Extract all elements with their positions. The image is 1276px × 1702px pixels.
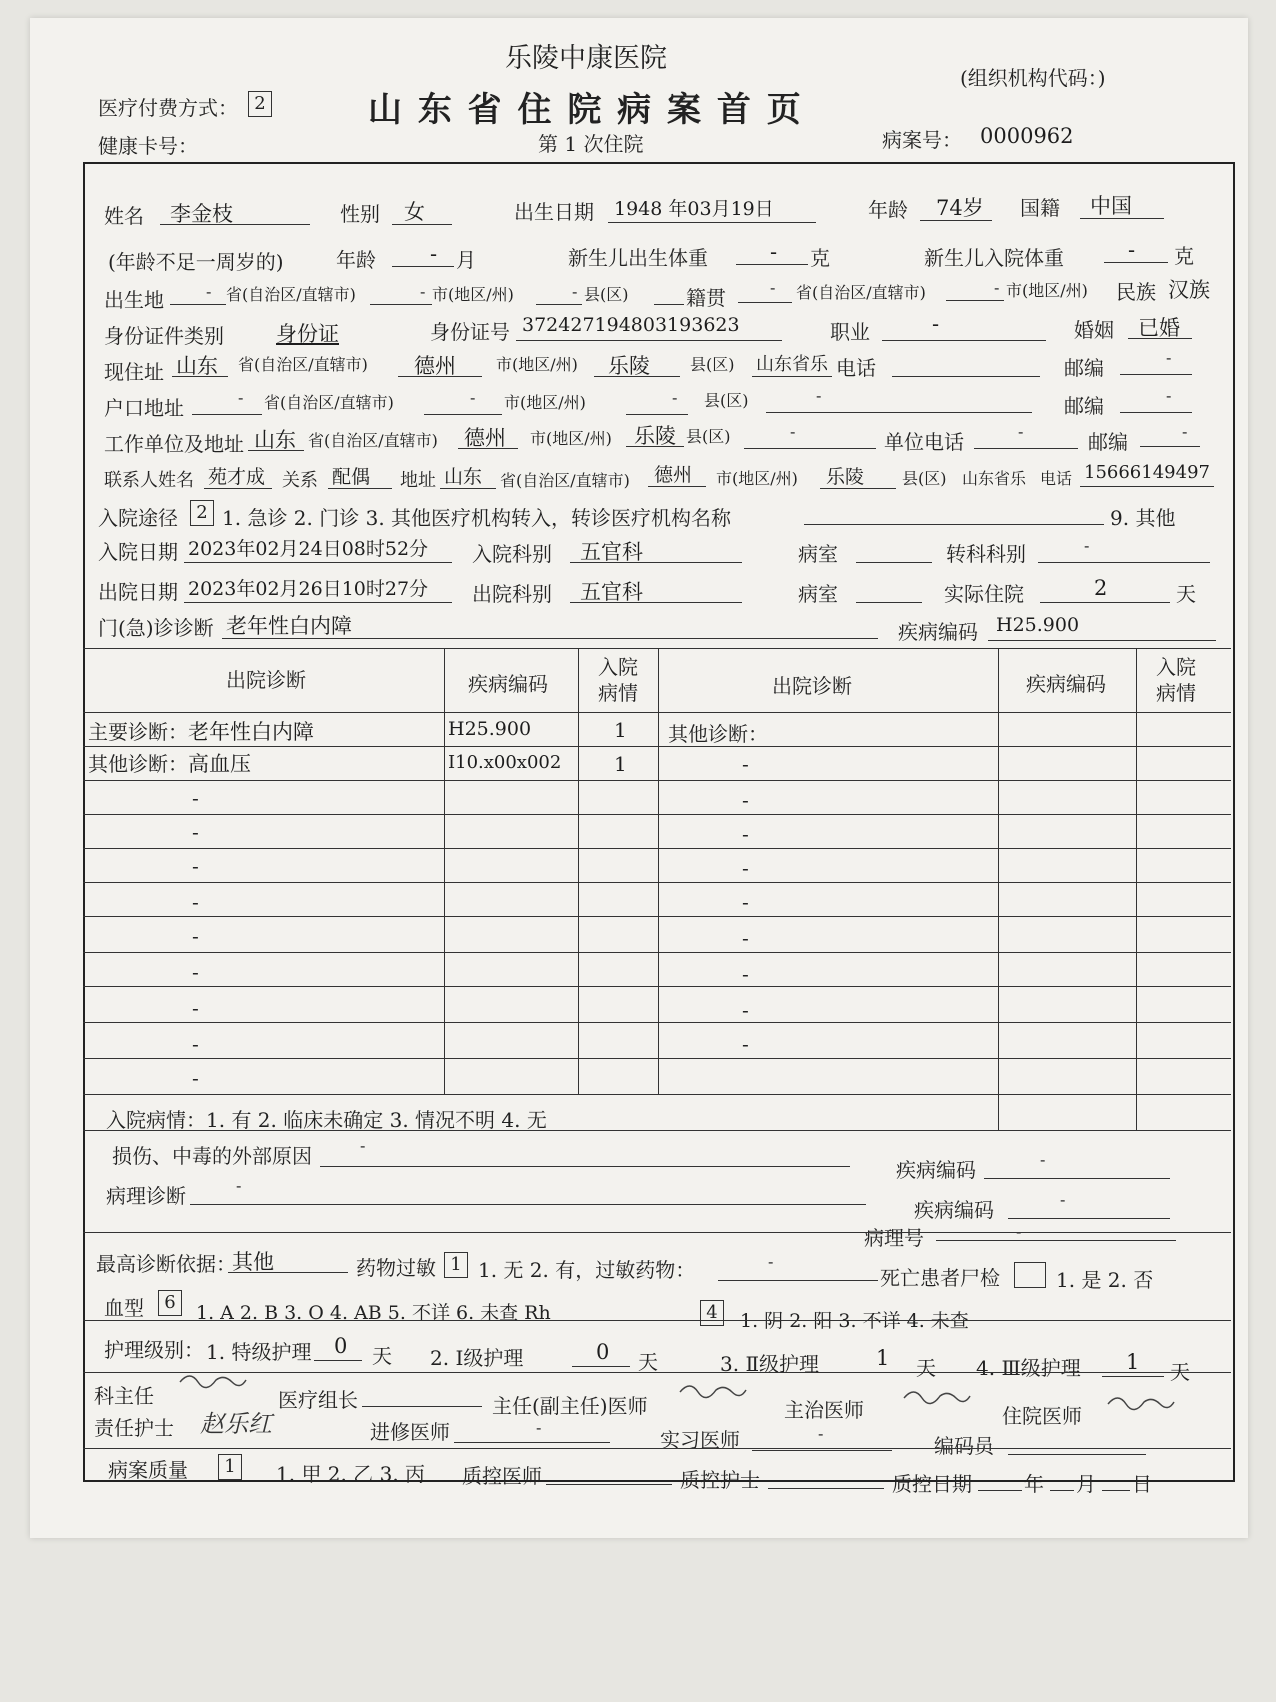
month-unit: 月 [456, 248, 476, 272]
age-value: 74岁 [936, 196, 984, 220]
hukou-postcode: - [1166, 386, 1172, 405]
nb-weight-label: 新生儿出生体重 [568, 246, 708, 270]
infant-age-label: 年龄 [336, 248, 376, 272]
chief-label: 主任(副主任)医师 [492, 1394, 648, 1418]
nationality-value: 中国 [1090, 194, 1132, 218]
hukou-county-unit: 县(区) [704, 391, 749, 410]
injury-value: - [360, 1136, 366, 1155]
hukou-detail: - [816, 386, 822, 405]
addr-prov-unit: 省(自治区/直辖市) [238, 355, 368, 374]
contact-county: 乐陵 [826, 466, 865, 488]
nursing-label: 护理级别： [104, 1338, 204, 1362]
sex-value: 女 [404, 200, 425, 224]
nursing-4-unit: 天 [1170, 1360, 1190, 1384]
record-no: 0000962 [980, 124, 1074, 148]
left-row-dash: - [192, 786, 199, 810]
age-label: 年龄 [868, 198, 908, 222]
pathology-code-label: 疾病编码 [914, 1198, 994, 1222]
resident-label: 住院医师 [1002, 1404, 1082, 1428]
hukou-prov: - [238, 388, 244, 407]
id-type: 身份证 [276, 322, 339, 346]
nurse-signature: 赵乐红 [200, 1410, 272, 1438]
left-row-dash: - [192, 1032, 199, 1056]
qc-date-label: 质控日期 [892, 1472, 972, 1496]
nurse-label: 责任护士 [94, 1416, 174, 1440]
work-city: 德州 [464, 426, 506, 450]
addr-city: 德州 [414, 354, 456, 378]
contact-prov-unit: 省(自治区/直辖市) [500, 471, 630, 490]
contact-label: 联系人姓名 [104, 470, 194, 491]
route-other: 9. 其他 [1110, 506, 1176, 530]
pathology-no: - [1016, 1222, 1022, 1241]
right-other-diag-label: 其他诊断： [668, 722, 768, 746]
right-row-dash: - [742, 856, 749, 880]
route-label: 入院途径 [98, 506, 178, 530]
clinic-diag: 老年性白内障 [226, 614, 352, 638]
left-row-dash: - [192, 890, 199, 914]
nursing-1-label: 1. 特级护理 [206, 1340, 312, 1364]
form-title: 山 东 省 住 院 病 案 首 页 [368, 90, 803, 130]
adm-date: 2023年02月24日08时52分 [188, 538, 429, 560]
col-header-code-left: 疾病编码 [468, 672, 548, 696]
id-type-label: 身份证件类别 [104, 324, 224, 348]
infant-age: - [430, 242, 438, 266]
work-postcode-label: 邮编 [1088, 430, 1128, 454]
route-box[interactable]: 2 [190, 500, 214, 526]
other-diag-code: I10.x00x002 [448, 752, 562, 773]
basis-label: 最高诊断依据： [96, 1252, 236, 1276]
left-row-dash: - [192, 924, 199, 948]
quality-options: 1. 甲 2. 乙 3. 丙 [276, 1462, 426, 1486]
right-row-dash: - [742, 890, 749, 914]
work-detail: - [790, 422, 796, 441]
rh-options: 1. 阴 2. 阳 3. 不详 4. 未查 [740, 1310, 969, 1332]
clinic-code-label: 疾病编码 [898, 620, 978, 644]
addr-postcode: - [1166, 348, 1172, 367]
hukou-city: - [470, 388, 476, 407]
nursing-3-days: 1 [876, 1346, 890, 1370]
autopsy-box[interactable] [1014, 1262, 1046, 1288]
phone-label: 电话 [836, 356, 876, 380]
dob-value: 1948 年03月19日 [614, 198, 774, 220]
col-header-cond-right: 入院病情 [1156, 655, 1196, 705]
work-label: 工作单位及地址 [104, 432, 244, 456]
marriage-value: 已婚 [1138, 316, 1180, 340]
right-row-dash: - [742, 752, 749, 776]
relation-value: 配偶 [332, 466, 371, 488]
quality-box[interactable]: 1 [218, 1454, 242, 1480]
blood-label: 血型 [104, 1296, 144, 1320]
county-unit: 县(区) [584, 285, 629, 304]
nursing-2-days: 0 [596, 1340, 610, 1364]
birth-county: - [572, 282, 578, 301]
dis-dept-label: 出院科别 [472, 582, 552, 606]
right-row-dash: - [742, 998, 749, 1022]
pathology-label: 病理诊断 [106, 1184, 186, 1208]
addr-city-unit: 市(地区/州) [496, 355, 578, 374]
advanced-value: - [536, 1418, 542, 1437]
health-card-label: 健康卡号： [98, 134, 198, 158]
payment-label: 医疗付费方式： [98, 96, 238, 120]
adm-dept: 五官科 [580, 540, 643, 564]
gram-unit: 克 [810, 246, 830, 270]
hukou-postcode-label: 邮编 [1064, 394, 1104, 418]
pathology-value: - [236, 1176, 242, 1195]
left-row-dash: - [192, 996, 199, 1020]
clinic-code: H25.900 [996, 614, 1080, 636]
hukou-county: - [672, 388, 678, 407]
name-label: 姓名 [104, 204, 144, 228]
dis-date: 2023年02月26日10时27分 [188, 578, 429, 600]
hospital-name: 乐陵中康医院 [505, 43, 667, 74]
native-label: 籍贯 [686, 286, 726, 310]
qc-month: 月 [1076, 1472, 1096, 1496]
advanced-label: 进修医师 [370, 1420, 450, 1444]
contact-detail: 山东省乐 [962, 469, 1027, 488]
condition-legend: 入院病情：1. 有 2. 临床未确定 3. 情况不明 4. 无 [106, 1108, 547, 1132]
col-header-code-right: 疾病编码 [1026, 672, 1106, 696]
nursing-2-unit: 天 [638, 1350, 658, 1374]
work-phone: - [1018, 422, 1024, 441]
nursing-4-days: 1 [1126, 1350, 1140, 1374]
work-county-unit: 县(区) [686, 427, 731, 446]
birth-city: - [420, 282, 426, 301]
payment-box[interactable]: 2 [248, 91, 272, 117]
injury-label: 损伤、中毒的外部原因 [112, 1144, 312, 1168]
contact-county-unit: 县(区) [902, 469, 947, 488]
transfer-value: - [1084, 536, 1090, 555]
attending-label: 主治医师 [784, 1398, 864, 1422]
quality-label: 病案质量 [108, 1458, 188, 1482]
work-city-unit: 市(地区/州) [530, 429, 612, 448]
col-header-diag-left: 出院诊断 [226, 668, 306, 692]
marriage-label: 婚姻 [1074, 318, 1114, 342]
gram-unit-2: 克 [1174, 244, 1194, 268]
stay-day-unit: 天 [1176, 582, 1196, 606]
col-header-diag-right: 出院诊断 [772, 674, 852, 698]
work-prov: 山东 [254, 428, 296, 452]
resident-signature [1104, 1390, 1176, 1416]
qc-day: 日 [1132, 1472, 1152, 1496]
native-prov-unit: 省(自治区/直辖市) [796, 283, 926, 302]
id-no-label: 身份证号 [430, 320, 510, 344]
group-leader-label: 医疗组长 [278, 1388, 358, 1412]
transfer-label: 转科科别 [946, 542, 1026, 566]
nursing-2-label: 2. Ⅰ级护理 [430, 1346, 524, 1370]
intern-value: - [818, 1424, 824, 1443]
autopsy-options: 1. 是 2. 否 [1056, 1268, 1154, 1292]
contact-addr-label: 地址 [400, 470, 436, 491]
allergy-label: 药物过敏 [356, 1256, 436, 1280]
other-diag-cell: 其他诊断：高血压 [88, 752, 251, 776]
route-options: 1. 急诊 2. 门诊 3. 其他医疗机构转入，转诊医疗机构名称 [222, 506, 732, 530]
id-no: 372427194803193623 [522, 314, 740, 336]
right-row-dash: - [742, 926, 749, 950]
record-no-label: 病案号： [882, 128, 962, 152]
left-row-dash: - [192, 854, 199, 878]
main-diag-cond: 1 [614, 718, 627, 742]
stay-days: 2 [1094, 576, 1108, 600]
work-postcode: - [1182, 422, 1188, 441]
main-diag-cell: 主要诊断：老年性白内障 [88, 720, 314, 744]
allergy-options: 1. 无 2. 有，过敏药物： [478, 1258, 696, 1282]
pathology-code: - [1060, 1190, 1066, 1209]
work-county: 乐陵 [634, 424, 676, 448]
addr-label: 现住址 [104, 360, 164, 384]
dob-label: 出生日期 [514, 200, 594, 224]
other-diag-cond: 1 [614, 752, 627, 776]
director-label: 科主任 [94, 1384, 154, 1408]
contact-city-unit: 市(地区/州) [716, 469, 798, 488]
ethnic-value: 汉族 [1168, 278, 1210, 302]
prov-unit: 省(自治区/直辖市) [226, 285, 356, 304]
postcode-label: 邮编 [1064, 356, 1104, 380]
intern-label: 实习医师 [660, 1428, 740, 1452]
work-phone-label: 单位电话 [884, 430, 964, 454]
work-prov-unit: 省(自治区/直辖市) [308, 431, 438, 450]
chief-signature [676, 1378, 748, 1404]
basis-value: 其他 [232, 1250, 274, 1274]
contact-name: 苑才成 [208, 466, 266, 488]
rh-box[interactable]: 4 [700, 1300, 724, 1326]
job-label: 职业 [830, 320, 870, 344]
left-row-dash: - [192, 820, 199, 844]
contact-prov: 山东 [444, 466, 483, 488]
injury-code: - [1040, 1150, 1046, 1169]
clinic-diag-label: 门(急)诊诊断 [98, 616, 214, 640]
job-value: - [932, 312, 940, 336]
right-row-dash: - [742, 822, 749, 846]
adm-date-label: 入院日期 [98, 540, 178, 564]
nursing-4-label: 4. Ⅲ级护理 [976, 1356, 1081, 1380]
qc-nurse-label: 质控护士 [680, 1468, 760, 1492]
main-diag-code: H25.900 [448, 718, 532, 740]
native-city-unit: 市(地区/州) [1006, 281, 1088, 300]
adm-dept-label: 入院科别 [472, 542, 552, 566]
addr-prov: 山东 [176, 354, 218, 378]
allergy-drug: - [768, 1252, 774, 1271]
dis-date-label: 出院日期 [98, 580, 178, 604]
hukou-prov-unit: 省(自治区/直辖市) [264, 393, 394, 412]
contact-phone: 15666149497 [1084, 462, 1210, 483]
nb-adm-weight: - [1128, 238, 1136, 262]
city-unit: 市(地区/州) [432, 285, 514, 304]
contact-phone-label: 电话 [1040, 469, 1073, 488]
addr-county: 乐陵 [608, 354, 650, 378]
nb-adm-weight-label: 新生儿入院体重 [924, 246, 1064, 270]
nursing-1-unit: 天 [372, 1344, 392, 1368]
birthplace-label: 出生地 [104, 288, 164, 312]
left-row-dash: - [192, 960, 199, 984]
nursing-1-days: 0 [334, 1334, 348, 1358]
name-value: 李金枝 [170, 202, 233, 226]
injury-code-label: 疾病编码 [896, 1158, 976, 1182]
sex-label: 性别 [340, 202, 380, 226]
nationality-label: 国籍 [1020, 196, 1060, 220]
attending-signature [900, 1384, 972, 1410]
hukou-label: 户口地址 [104, 396, 184, 420]
dis-dept: 五官科 [580, 580, 643, 604]
blood-options: 1. A 2. B 3. O 4. AB 5. 不详 6. 未查 Rh [196, 1302, 551, 1324]
ethnic-label: 民族 [1116, 280, 1156, 304]
nursing-3-label: 3. Ⅱ级护理 [720, 1352, 820, 1376]
hukou-city-unit: 市(地区/州) [504, 393, 586, 412]
director-signature [176, 1368, 248, 1394]
stay-label: 实际住院 [944, 582, 1024, 606]
contact-city: 德州 [654, 464, 693, 486]
blood-box[interactable]: 6 [158, 1290, 182, 1316]
left-row-dash: - [192, 1066, 199, 1090]
col-header-cond-left: 入院病情 [598, 655, 638, 705]
infant-note: (年龄不足一周岁的) [108, 250, 284, 274]
right-row-dash: - [742, 962, 749, 986]
nb-weight: - [770, 240, 778, 264]
visit-count: 第 1 次住院 [538, 132, 644, 156]
qc-year: 年 [1024, 1472, 1044, 1496]
ward-label: 病室 [798, 542, 838, 566]
org-code: (组织机构代码：) [960, 66, 1106, 90]
allergy-box[interactable]: 1 [444, 1252, 468, 1278]
qc-doctor-label: 质控医师 [462, 1464, 542, 1488]
right-row-dash: - [742, 788, 749, 812]
coder-label: 编码员 [934, 1434, 994, 1458]
addr-detail: 山东省乐 [756, 354, 828, 375]
autopsy-label: 死亡患者尸检 [880, 1266, 1000, 1290]
birth-prov: - [206, 282, 212, 301]
dis-ward-label: 病室 [798, 582, 838, 606]
native-prov: - [770, 278, 776, 297]
nursing-3-unit: 天 [916, 1356, 936, 1380]
right-row-dash: - [742, 1032, 749, 1056]
addr-county-unit: 县(区) [690, 355, 735, 374]
native-city: - [994, 278, 1000, 297]
relation-label: 关系 [282, 470, 318, 491]
pathology-no-label: 病理号 [864, 1226, 924, 1250]
